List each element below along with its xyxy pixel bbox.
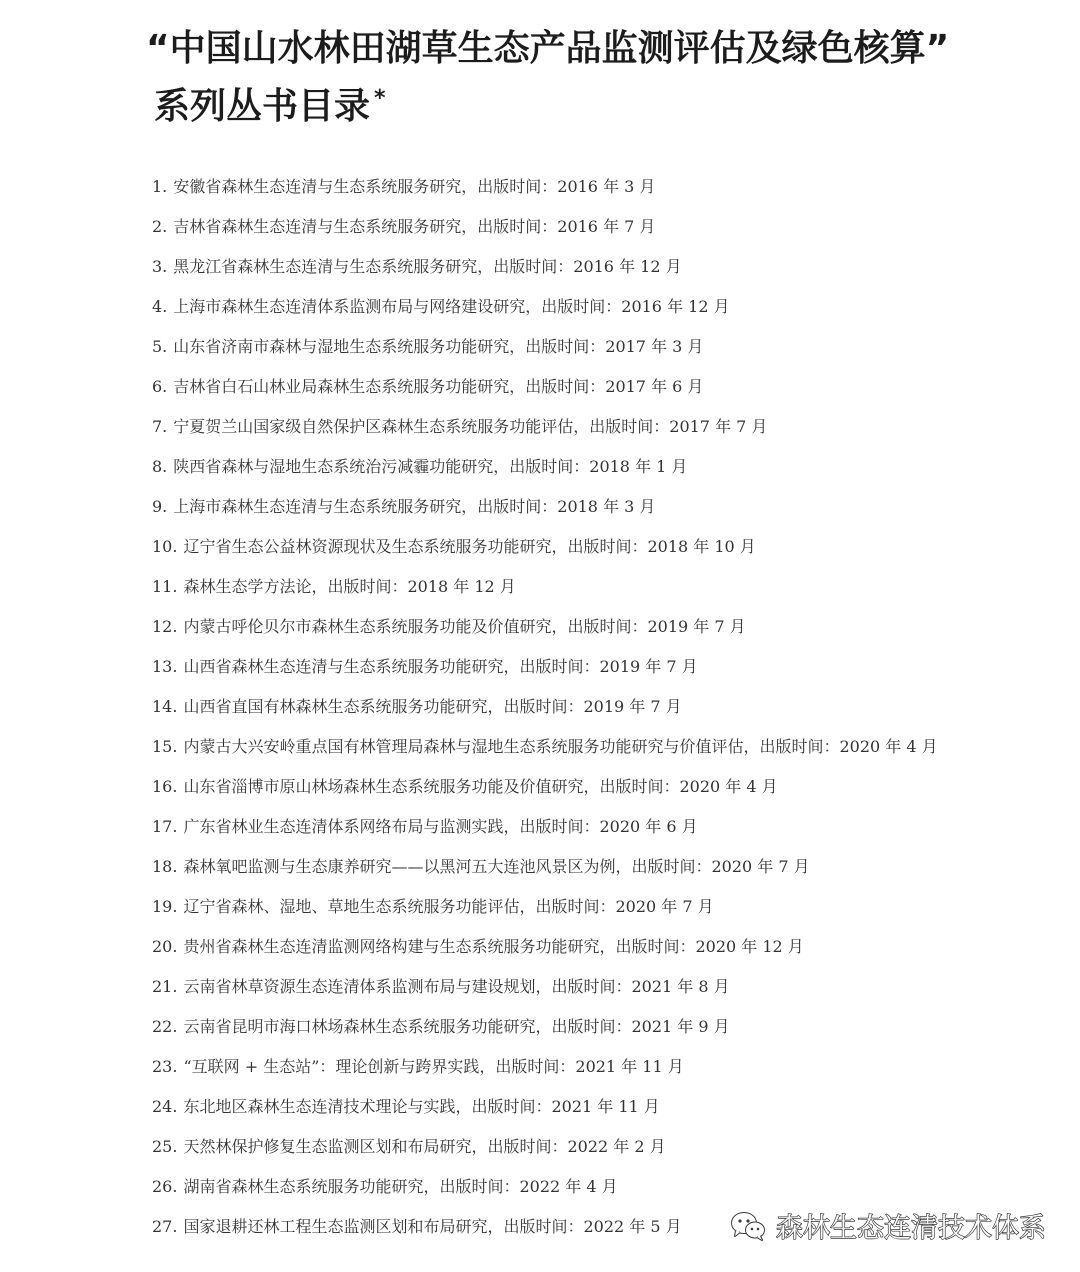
list-item (152, 252, 938, 292)
list-item-text: 黑龙江省森林生态连清与生态系统服务研究，出版时间：2016 年 12 月 (173, 257, 682, 276)
list-item-text: 云南省林草资源生态连清体系监测布局与建设规划，出版时间：2021 年 8 月 (183, 977, 730, 996)
list-item-text: 贵州省森林生态连清监测网络构建与生态系统服务功能研究，出版时间：2020 年 12 月 (183, 937, 804, 956)
list-item-number: 7. (152, 417, 168, 436)
watermark-text: 森林生态连清技术体系 (776, 1213, 1046, 1244)
list-item-number: 26. (152, 1177, 178, 1196)
list-item-number: 6. (152, 377, 168, 396)
list-item (152, 412, 938, 452)
list-item-number: 12. (152, 617, 178, 636)
list-item-text: 吉林省白石山林业局森林生态系统服务功能研究，出版时间：2017 年 6 月 (173, 377, 704, 396)
list-item-number: 23. (152, 1057, 178, 1076)
list-item (152, 892, 938, 932)
page-subtitle (154, 78, 386, 129)
list-item-number: 25. (152, 1137, 178, 1156)
page-subtitle-text: 系列丛书目录 (154, 86, 371, 127)
list-item-text: “互联网 + 生态站”：理论创新与跨界实践，出版时间：2021 年 11 月 (183, 1057, 684, 1076)
list-item-text: 内蒙古呼伦贝尔市森林生态系统服务功能及价值研究，出版时间：2019 年 7 月 (183, 617, 746, 636)
page-title: “中国山水林田湖草生态产品监测评估及绿色核算” (146, 28, 950, 69)
list-item-text: 宁夏贺兰山国家级自然保护区森林生态系统服务功能评估，出版时间：2017 年 7 月 (173, 417, 768, 436)
list-item (152, 612, 938, 652)
wechat-icon (730, 1210, 766, 1242)
list-item-number: 13. (152, 657, 178, 676)
list-item (152, 852, 938, 892)
list-item-text: 吉林省森林生态连清与生态系统服务研究，出版时间：2016 年 7 月 (173, 217, 656, 236)
list-item-number: 14. (152, 697, 178, 716)
list-item-number: 19. (152, 897, 178, 916)
list-item-number: 5. (152, 337, 168, 356)
list-item-text: 陕西省森林与湿地生态系统治污减霾功能研究，出版时间：2018 年 1 月 (173, 457, 688, 476)
list-item (152, 1132, 938, 1172)
list-item-text: 上海市森林生态连清与生态系统服务研究，出版时间：2018 年 3 月 (173, 497, 656, 516)
list-item-text: 森林氧吧监测与生态康养研究——以黑河五大连池风景区为例，出版时间：2020 年 7 月 (183, 857, 810, 876)
list-item (152, 692, 938, 732)
list-item (152, 532, 938, 572)
list-item-number: 16. (152, 777, 178, 796)
list-item-text: 内蒙古大兴安岭重点国有林管理局森林与湿地生态系统服务功能研究与价值评估，出版时间：2020 年 4 月 (183, 737, 938, 756)
list-item-number: 4. (152, 297, 168, 316)
list-item-number: 18. (152, 857, 178, 876)
list-item-text: 辽宁省生态公益林资源现状及生态系统服务功能研究，出版时间：2018 年 10 月 (183, 537, 756, 556)
list-item (152, 492, 938, 532)
list-item (152, 932, 938, 972)
list-item-text: 上海市森林生态连清体系监测布局与网络建设研究，出版时间：2016 年 12 月 (173, 297, 730, 316)
list-item-number: 22. (152, 1017, 178, 1036)
list-item-number: 17. (152, 817, 178, 836)
list-item (152, 332, 938, 372)
list-item (152, 812, 938, 852)
list-item-number: 11. (152, 577, 178, 596)
list-item (152, 212, 938, 252)
list-item-number: 15. (152, 737, 178, 756)
list-item-number: 21. (152, 977, 178, 996)
list-item (152, 732, 938, 772)
list-item (152, 652, 938, 692)
list-item-text: 山东省淄博市原山林场森林生态系统服务功能及价值研究，出版时间：2020 年 4 月 (183, 777, 778, 796)
footnote-mark: * (374, 86, 386, 111)
list-item (152, 772, 938, 812)
list-item (152, 972, 938, 1012)
book-list (152, 172, 938, 1252)
list-item (152, 1012, 938, 1052)
list-item (152, 452, 938, 492)
list-item-number: 3. (152, 257, 168, 276)
list-item (152, 292, 938, 332)
list-item-text: 山西省森林生态连清与生态系统服务功能研究，出版时间：2019 年 7 月 (183, 657, 698, 676)
list-item (152, 372, 938, 412)
watermark (730, 1206, 1046, 1245)
list-item-text: 广东省林业生态连清体系网络布局与监测实践，出版时间：2020 年 6 月 (183, 817, 698, 836)
list-item-number: 20. (152, 937, 178, 956)
list-item-text: 安徽省森林生态连清与生态系统服务研究，出版时间：2016 年 3 月 (173, 177, 656, 196)
list-item-text: 云南省昆明市海口林场森林生态系统服务功能研究，出版时间：2021 年 9 月 (183, 1017, 730, 1036)
list-item-number: 9. (152, 497, 168, 516)
list-item (152, 572, 938, 612)
list-item-text: 森林生态学方法论，出版时间：2018 年 12 月 (183, 577, 516, 596)
list-item-number: 24. (152, 1097, 178, 1116)
list-item-text: 山东省济南市森林与湿地生态系统服务功能研究，出版时间：2017 年 3 月 (173, 337, 704, 356)
list-item-number: 1. (152, 177, 168, 196)
list-item-text: 湖南省森林生态系统服务功能研究，出版时间：2022 年 4 月 (183, 1177, 618, 1196)
list-item-number: 10. (152, 537, 178, 556)
list-item-text: 辽宁省森林、湿地、草地生态系统服务功能评估，出版时间：2020 年 7 月 (183, 897, 714, 916)
list-item (152, 1092, 938, 1132)
list-item-number: 27. (152, 1217, 178, 1236)
list-item-text: 山西省直国有林森林生态系统服务功能研究，出版时间：2019 年 7 月 (183, 697, 682, 716)
list-item-text: 国家退耕还林工程生态监测区划和布局研究，出版时间：2022 年 5 月 (183, 1217, 682, 1236)
list-item-text: 东北地区森林生态连清技术理论与实践，出版时间：2021 年 11 月 (183, 1097, 660, 1116)
list-item-text: 天然林保护修复生态监测区划和布局研究，出版时间：2022 年 2 月 (183, 1137, 666, 1156)
list-item-number: 8. (152, 457, 168, 476)
list-item (152, 1052, 938, 1092)
list-item-number: 2. (152, 217, 168, 236)
list-item (152, 172, 938, 212)
